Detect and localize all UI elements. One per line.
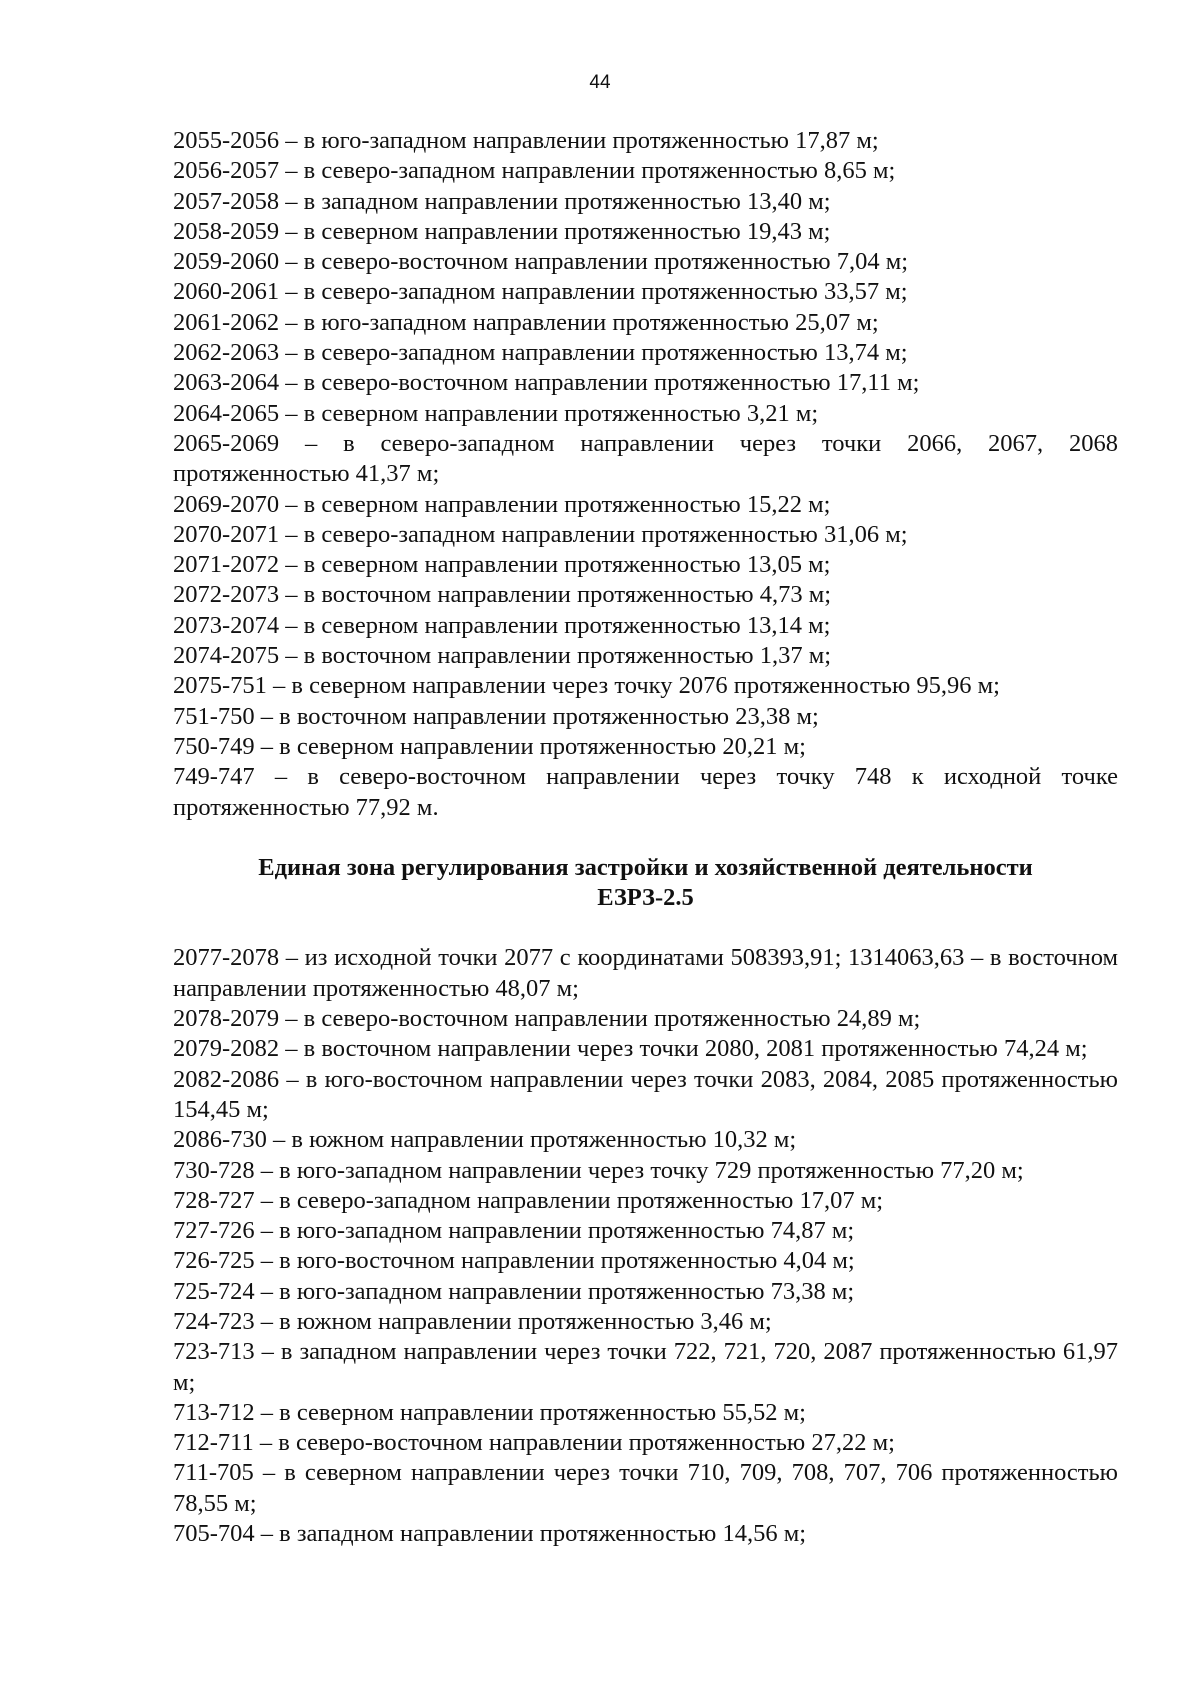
boundary-segment: 2069-2070 – в северном направлении протяженностью 15,22 м; <box>173 490 831 518</box>
boundary-segment: 2073-2074 – в северном направлении протяженностью 13,14 м; <box>173 611 831 639</box>
boundary-segment: 2055-2056 – в юго-западном направлении протяженностью 17,87 м; <box>173 127 879 154</box>
boundary-segment: 724-723 – в южном направлении протяженностью 3,46 м; <box>173 1307 772 1335</box>
boundary-segment: 2063-2064 – в северо-восточном направлении протяженностью 17,11 м; <box>173 369 920 397</box>
boundary-segment: 727-726 – в юго-западном направлении протяженностью 74,87 м; <box>173 1217 855 1245</box>
zone-heading-code: ЕЗРЗ-2.5 <box>597 884 694 912</box>
boundary-segment: 725-724 – в юго-западном направлении протяженностью 73,38 м; <box>173 1277 855 1305</box>
boundary-segment: 2079-2082 – в восточном направлении через точки 2080, 2081 протяженностью 74,24 м; <box>173 1035 1088 1063</box>
boundary-segment: 2061-2062 – в юго-западном направлении протяженностью 25,07 м; <box>173 308 879 336</box>
document-body <box>173 126 1118 1549</box>
boundary-segment: 713-712 – в северном направлении протяженностью 55,52 м; <box>173 1398 806 1426</box>
boundary-segment: 751-750 – в восточном направлении протяженностью 23,38 м; <box>173 702 819 730</box>
boundary-segment: 2058-2059 – в северном направлении протяженностью 19,43 м; <box>173 217 831 245</box>
boundary-segment: 750-749 – в северном направлении протяженностью 20,21 м; <box>173 732 806 760</box>
boundary-segment: 2074-2075 – в восточном направлении протяженностью 1,37 м; <box>173 642 832 670</box>
boundary-segment: 2072-2073 – в восточном направлении протяженностью 4,73 м; <box>173 581 832 609</box>
boundary-segment: 2060-2061 – в северо-западном направлении протяженностью 33,57 м; <box>173 278 908 306</box>
boundary-segment: 2064-2065 – в северном направлении протяженностью 3,21 м; <box>173 399 819 427</box>
zone-heading <box>173 853 1118 914</box>
boundary-segment: 705-704 – в западном направлении протяженностью 14,56 м; <box>173 1520 807 1548</box>
boundary-segment: 726-725 – в юго-восточном направлении протяженностью 4,04 м; <box>173 1247 855 1275</box>
boundary-segment: 2075-751 – в северном направлении через точку 2076 протяженностью 95,96 м; <box>173 672 1000 700</box>
boundary-segment: 2056-2057 – в северо-западном направлении протяженностью 8,65 м; <box>173 157 896 185</box>
boundary-description-list <box>173 943 1118 1549</box>
boundary-segment: 711-705 – в северном направлении через точки 710, 709, 708, 707, 706 протяженностью 78,55 м; <box>173 1459 1118 1517</box>
boundary-segment: 749-747 – в северо-восточном направлении через точку 748 к исходной точке протяженностью 77,92 м. <box>173 763 1118 821</box>
boundary-segment: 2059-2060 – в северо-восточном направлении протяженностью 7,04 м; <box>173 248 909 276</box>
boundary-segment: 2057-2058 – в западном направлении протяженностью 13,40 м; <box>173 187 831 215</box>
boundary-segment: 2070-2071 – в северо-западном направлении протяженностью 31,06 м; <box>173 520 908 548</box>
boundary-segment: 712-711 – в северо-восточном направлении протяженностью 27,22 м; <box>173 1429 895 1457</box>
zone-heading-title: Единая зона регулирования застройки и хозяйственной деятельности <box>258 853 1033 881</box>
boundary-segment: 2077-2078 – из исходной точки 2077 с координатами 508393,91; 1314063,63 – в восточном направлении протяженностью 48,07 м; <box>173 944 1118 1002</box>
boundary-segment: 2078-2079 – в северо-восточном направлении протяженностью 24,89 м; <box>173 1005 921 1033</box>
page-number: 44 <box>589 72 611 93</box>
boundary-description-list <box>173 126 1118 823</box>
boundary-segment: 728-727 – в северо-западном направлении протяженностью 17,07 м; <box>173 1186 884 1214</box>
boundary-segment: 2086-730 – в южном направлении протяженностью 10,32 м; <box>173 1126 797 1154</box>
boundary-segment: 2065-2069 – в северо-западном направлении через точки 2066, 2067, 2068 протяженностью 41,37 м; <box>173 429 1118 488</box>
boundary-segment: 723-713 – в западном направлении через точки 722, 721, 720, 2087 протяженностью 61,97 м; <box>173 1338 1118 1396</box>
boundary-segment: 2071-2072 – в северном направлении протяженностью 13,05 м; <box>173 551 831 579</box>
boundary-segment: 2062-2063 – в северо-западном направлении протяженностью 13,74 м; <box>173 339 908 367</box>
boundary-segment: 2082-2086 – в юго-восточном направлении через точки 2083, 2084, 2085 протяженностью 154,45 м; <box>173 1065 1118 1123</box>
boundary-segment: 730-728 – в юго-западном направлении через точку 729 протяженностью 77,20 м; <box>173 1156 1024 1184</box>
